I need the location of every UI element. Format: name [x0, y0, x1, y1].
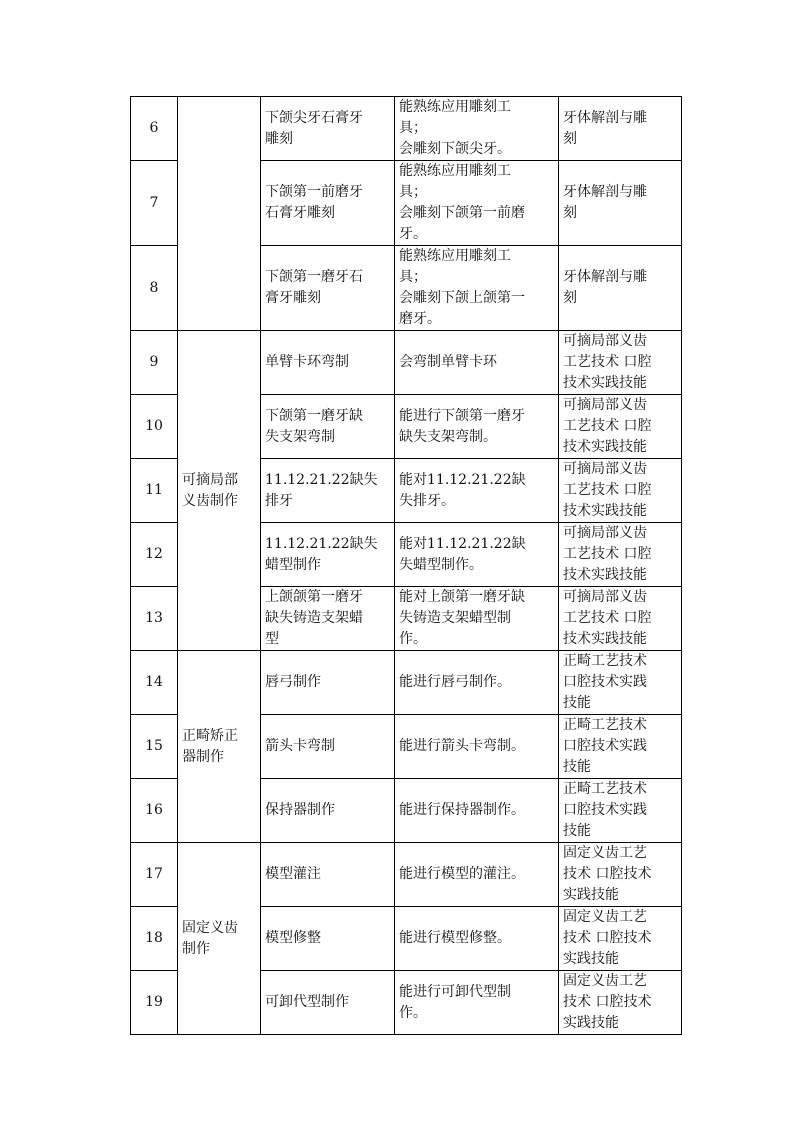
task-cell: 11.12.21.22缺失 蜡型制作 [261, 523, 395, 587]
course-cell: 可摘局部义齿 工艺技术 口腔 技术实践技能 [559, 459, 682, 523]
course-cell: 固定义齿工艺 技术 口腔技术 实践技能 [559, 843, 682, 907]
task-cell: 下颌第一磨牙缺 失支架弯制 [261, 395, 395, 459]
task-cell: 11.12.21.22缺失 排牙 [261, 459, 395, 523]
row-number: 13 [131, 587, 178, 651]
goal-cell: 会弯制单臂卡环 [395, 331, 559, 395]
task-cell: 上颌颌第一磨牙 缺失铸造支架蜡 型 [261, 587, 395, 651]
course-cell: 可摘局部义齿 工艺技术 口腔 技术实践技能 [559, 395, 682, 459]
row-number: 14 [131, 651, 178, 715]
module-cell: 固定义齿 制作 [178, 843, 261, 1035]
goal-cell: 能熟练应用雕刻工 具； 会雕刻下颌第一前磨 牙。 [395, 161, 559, 246]
table-row [131, 331, 682, 395]
table-row [131, 651, 682, 715]
course-cell: 正畸工艺技术 口腔技术实践 技能 [559, 779, 682, 843]
row-number: 10 [131, 395, 178, 459]
row-number: 6 [131, 97, 178, 161]
task-cell: 下颌第一磨牙石 膏牙雕刻 [261, 246, 395, 331]
row-number: 12 [131, 523, 178, 587]
course-cell: 可摘局部义齿 工艺技术 口腔 技术实践技能 [559, 523, 682, 587]
training-table [130, 96, 682, 1035]
task-cell: 下颌尖牙石膏牙 雕刻 [261, 97, 395, 161]
goal-cell: 能进行下颌第一磨牙 缺失支架弯制。 [395, 395, 559, 459]
table-row [131, 97, 682, 161]
task-cell: 箭头卡弯制 [261, 715, 395, 779]
goal-cell: 能进行可卸代型制 作。 [395, 971, 559, 1035]
goal-cell: 能对上颌第一磨牙缺 失铸造支架蜡型制 作。 [395, 587, 559, 651]
row-number: 16 [131, 779, 178, 843]
goal-cell: 能进行箭头卡弯制。 [395, 715, 559, 779]
task-cell: 模型修整 [261, 907, 395, 971]
goal-cell: 能进行模型的灌注。 [395, 843, 559, 907]
module-cell: 可摘局部 义齿制作 [178, 331, 261, 651]
goal-cell: 能进行保持器制作。 [395, 779, 559, 843]
course-cell: 固定义齿工艺 技术 口腔技术 实践技能 [559, 907, 682, 971]
row-number: 9 [131, 331, 178, 395]
row-number: 8 [131, 246, 178, 331]
task-cell: 可卸代型制作 [261, 971, 395, 1035]
table-row [131, 843, 682, 907]
task-cell: 保持器制作 [261, 779, 395, 843]
row-number: 7 [131, 161, 178, 246]
course-cell: 正畸工艺技术 口腔技术实践 技能 [559, 651, 682, 715]
course-cell: 可摘局部义齿 工艺技术 口腔 技术实践技能 [559, 331, 682, 395]
course-cell: 牙体解剖与雕 刻 [559, 161, 682, 246]
task-cell: 模型灌注 [261, 843, 395, 907]
module-cell: 正畸矫正 器制作 [178, 651, 261, 843]
goal-cell: 能熟练应用雕刻工 具； 会雕刻下颌尖牙。 [395, 97, 559, 161]
course-cell: 可摘局部义齿 工艺技术 口腔 技术实践技能 [559, 587, 682, 651]
task-cell: 唇弓制作 [261, 651, 395, 715]
goal-cell: 能对11.12.21.22缺 失排牙。 [395, 459, 559, 523]
row-number: 11 [131, 459, 178, 523]
row-number: 17 [131, 843, 178, 907]
course-cell: 牙体解剖与雕 刻 [559, 97, 682, 161]
row-number: 18 [131, 907, 178, 971]
task-cell: 下颌第一前磨牙 石膏牙雕刻 [261, 161, 395, 246]
module-cell [178, 97, 261, 331]
row-number: 19 [131, 971, 178, 1035]
goal-cell: 能对11.12.21.22缺 失蜡型制作。 [395, 523, 559, 587]
row-number: 15 [131, 715, 178, 779]
goal-cell: 能进行唇弓制作。 [395, 651, 559, 715]
course-cell: 正畸工艺技术 口腔技术实践 技能 [559, 715, 682, 779]
task-cell: 单臂卡环弯制 [261, 331, 395, 395]
goal-cell: 能熟练应用雕刻工 具； 会雕刻下颌上颌第一 磨牙。 [395, 246, 559, 331]
course-cell: 固定义齿工艺 技术 口腔技术 实践技能 [559, 971, 682, 1035]
course-cell: 牙体解剖与雕 刻 [559, 246, 682, 331]
goal-cell: 能进行模型修整。 [395, 907, 559, 971]
